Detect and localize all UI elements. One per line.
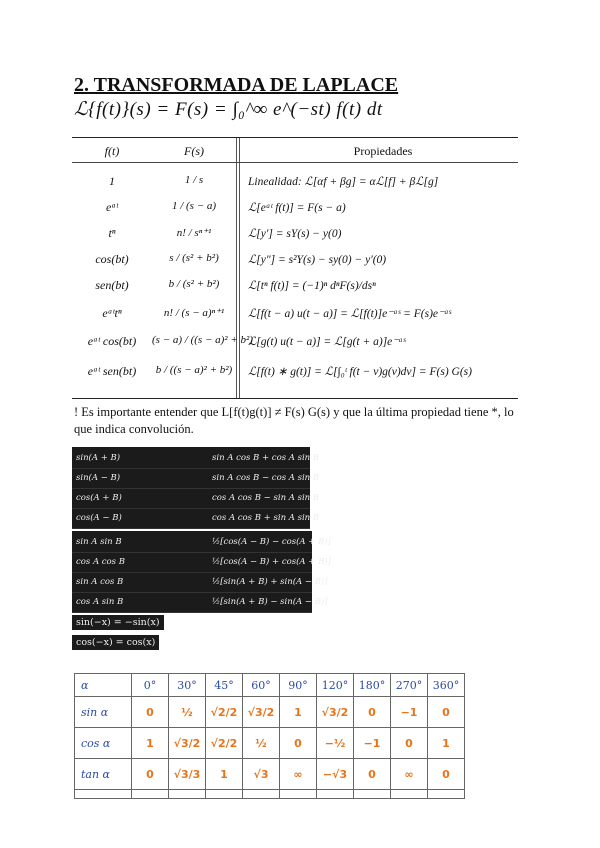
trig-value-cell: √2/2 xyxy=(206,728,243,759)
row-F: s / (s² + b²) xyxy=(169,252,219,264)
laplace-transform-table xyxy=(72,137,518,399)
trig-function-label: tan α xyxy=(75,759,132,790)
trig-value-cell: √3/2 xyxy=(243,697,280,728)
col-header-props: Propiedades xyxy=(353,144,413,158)
identity-lhs: sin A sin B xyxy=(76,537,122,547)
identity-rhs: sin A cos B − cos A sin B xyxy=(212,473,320,483)
row-property: ℒ[tⁿ f(t)] = (−1)ⁿ dⁿF(s)/dsⁿ xyxy=(248,280,376,292)
angle-header-cell: 270° xyxy=(391,674,428,697)
trig-value-cell: 0 xyxy=(428,759,465,790)
trig-value-cell: √2/2 xyxy=(206,697,243,728)
trig-value-cell: 0 xyxy=(132,697,169,728)
row-f: eᵃᵗ xyxy=(105,200,119,214)
row-f: cos(bt) xyxy=(95,252,129,266)
trig-value-cell: −½ xyxy=(317,728,354,759)
trig-value-cell: √3 xyxy=(243,759,280,790)
trig-value-cell: ∞ xyxy=(391,759,428,790)
angle-header-cell: 30° xyxy=(169,674,206,697)
trig-value-cell: −1 xyxy=(354,728,391,759)
identity-row xyxy=(72,487,320,509)
trig-function-label: cos α xyxy=(75,728,132,759)
trig-value-cell: 0 xyxy=(391,728,428,759)
trig-value-cell: ∞ xyxy=(280,759,317,790)
trig-value-cell: −1 xyxy=(391,697,428,728)
row-F: n! / sⁿ⁺¹ xyxy=(176,227,212,239)
identity-row xyxy=(72,507,320,529)
trig-value-cell: 0 xyxy=(132,759,169,790)
trig-value-cell: 0 xyxy=(354,697,391,728)
convolution-note: ! Es importante entender que L[f(t)g(t)] ≠ F(s) G(s) y que la última propiedad tiene *, lo que indica convolución. xyxy=(74,405,514,436)
trig-row xyxy=(75,728,465,759)
identity-row xyxy=(72,447,320,469)
identity-row xyxy=(72,591,328,613)
trig-row xyxy=(75,697,465,728)
row-property: ℒ[g(t) u(t − a)] = ℒ[g(t + a)]e⁻ᵃˢ xyxy=(248,336,406,348)
sum-difference-identities xyxy=(72,447,320,528)
identity-rhs: ½[cos(A − B) + cos(A + B)] xyxy=(212,557,331,567)
identity-lhs: sin(A − B) xyxy=(76,473,121,483)
angle-header-cell: 120° xyxy=(317,674,354,697)
angle-header-cell: 90° xyxy=(280,674,317,697)
row-property: ℒ[f(t) ∗ g(t)] = ℒ[∫₀ᵗ f(t − v)g(v)dv] = F(s) G(s) xyxy=(248,366,472,378)
identity-rhs: ½[sin(A + B) − sin(A − B)] xyxy=(212,597,328,607)
row-property: ℒ[f(t − a) u(t − a)] = ℒ[f(t)]e⁻ᵃˢ = F(s)e⁻ᵃˢ xyxy=(248,308,452,320)
identity-rhs: cos A cos B + sin A sin B xyxy=(212,513,320,523)
trig-value-cell: ½ xyxy=(169,697,206,728)
identity-row xyxy=(72,551,331,573)
trig-value-cell: √3/3 xyxy=(169,759,206,790)
trig-value-cell: 0 xyxy=(428,697,465,728)
cosine-parity-identity: cos(−x) = cos(x) xyxy=(72,635,159,650)
trig-value-cell: 1 xyxy=(280,697,317,728)
row-property: ℒ[y′] = sY(s) − y(0) xyxy=(248,228,342,240)
row-F: b / ((s − a)² + b²) xyxy=(155,364,233,376)
identity-rhs: cos A cos B − sin A sin B xyxy=(212,493,320,503)
col-header-F: F(s) xyxy=(184,144,204,158)
identity-row xyxy=(72,571,328,593)
laplace-definition-formula: ℒ{f(t)}(s) = F(s) = ∫₀^∞ e^(−st) f(t) dt xyxy=(74,99,383,120)
page-heading: 2. TRANSFORMADA DE LAPLACE xyxy=(74,74,399,96)
identity-rhs: sin A cos B + cos A sin B xyxy=(212,453,320,463)
trig-value-cell: 1 xyxy=(132,728,169,759)
trig-row xyxy=(75,759,465,790)
angle-header-label: α xyxy=(75,674,132,697)
trig-value-cell: 0 xyxy=(354,759,391,790)
identity-lhs: cos A cos B xyxy=(76,557,125,567)
row-F: 1 / (s − a) xyxy=(171,200,217,212)
trig-value-cell: 1 xyxy=(428,728,465,759)
identity-lhs: sin A cos B xyxy=(76,577,124,587)
row-f: tⁿ xyxy=(108,226,116,240)
sine-parity-identity: sin(−x) = −sin(x) xyxy=(72,615,164,630)
identity-lhs: cos A sin B xyxy=(76,597,124,607)
angle-header-cell: 0° xyxy=(132,674,169,697)
trig-value-cell: 0 xyxy=(280,728,317,759)
trig-value-cell: −√3 xyxy=(317,759,354,790)
row-f: 1 xyxy=(109,174,115,188)
angle-header-cell: 360° xyxy=(428,674,465,697)
angle-header-cell: 60° xyxy=(243,674,280,697)
identity-lhs: cos(A + B) xyxy=(76,493,122,503)
row-F: b / (s² + b²) xyxy=(168,278,220,290)
row-f: eᵃᵗ cos(bt) xyxy=(87,334,137,348)
identity-lhs: sin(A + B) xyxy=(76,453,121,463)
trig-function-label: sin α xyxy=(75,697,132,728)
row-property: Linealidad: ℒ[αf + βg] = αℒ[f] + βℒ[g] xyxy=(248,176,439,188)
angle-header-cell: 45° xyxy=(206,674,243,697)
identity-rhs: ½[sin(A + B) + sin(A − B)] xyxy=(212,577,328,587)
row-f: eᵃᵗtⁿ xyxy=(102,306,122,320)
row-F: n! / (s − a)ⁿ⁺¹ xyxy=(163,307,225,319)
trig-value-cell: √3/2 xyxy=(317,697,354,728)
identity-row xyxy=(72,531,331,553)
angle-header-cell: 180° xyxy=(354,674,391,697)
row-F: (s − a) / ((s − a)² + b²) xyxy=(152,334,253,346)
identity-row xyxy=(72,467,320,489)
row-F: 1 / s xyxy=(184,174,204,186)
identity-rhs: ½[cos(A − B) − cos(A + B)] xyxy=(212,537,331,547)
row-f: sen(bt) xyxy=(95,278,129,292)
trig-value-cell: ½ xyxy=(243,728,280,759)
identity-lhs: cos(A − B) xyxy=(76,513,122,523)
product-to-sum-identities xyxy=(72,531,331,612)
trig-value-cell: 1 xyxy=(206,759,243,790)
row-property: ℒ[eᵃᵗ f(t)] = F(s − a) xyxy=(248,202,346,214)
row-property: ℒ[y″] = s²Y(s) − sy(0) − y′(0) xyxy=(248,254,387,266)
row-f: eᵃᵗ sen(bt) xyxy=(87,364,137,378)
col-header-f: f(t) xyxy=(104,144,120,158)
trig-values-table xyxy=(74,673,465,799)
trig-value-cell: √3/2 xyxy=(169,728,206,759)
